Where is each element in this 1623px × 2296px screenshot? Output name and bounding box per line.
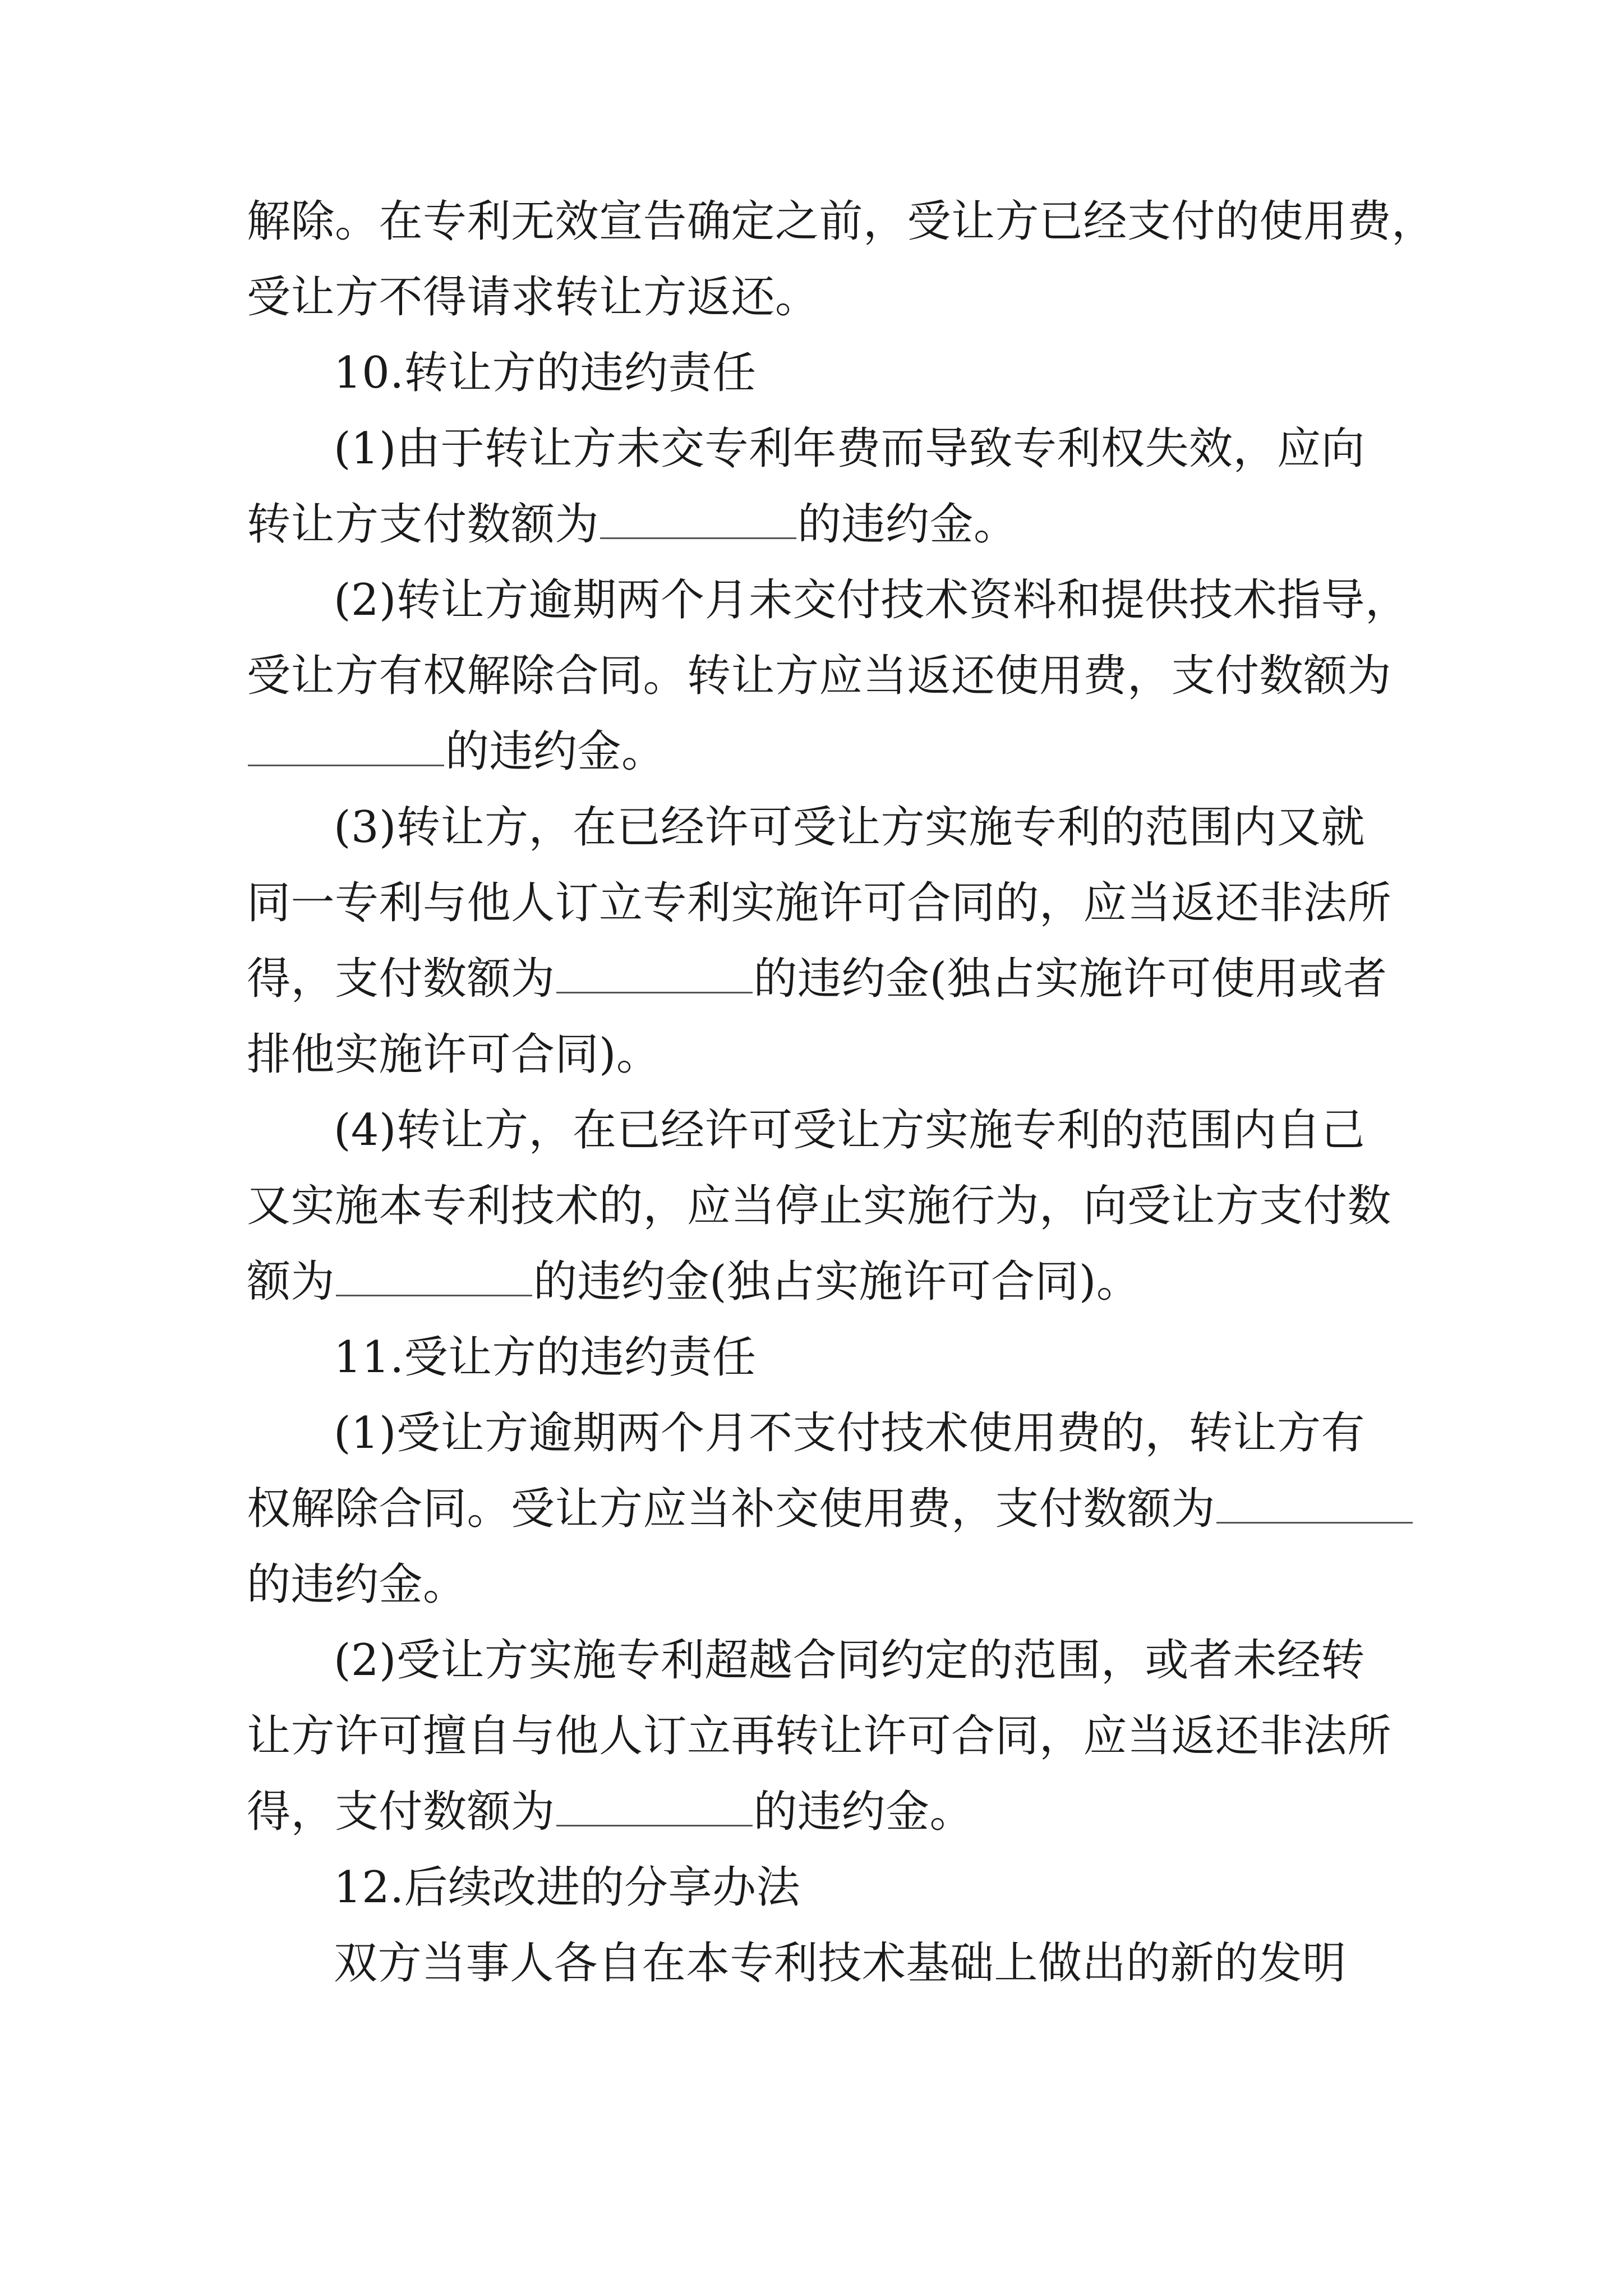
heading-text: 12.后续改进的分享办法 (334, 1862, 801, 1913)
paragraph-line (0, 1770, 1623, 1854)
section-heading (0, 331, 1623, 415)
line-text: 排他实施许可合同)。 (247, 1029, 661, 1080)
paragraph-line (0, 255, 1623, 339)
line-text: 同一专利与他人订立专利实施许可合同的，应当返还非法所 (247, 878, 1392, 928)
line-text-after-blank: 的违约金。 (753, 1787, 974, 1837)
paragraph-line (0, 1240, 1623, 1324)
line-text: (4)转让方，在已经许可受让方实施专利的范围内自己 (334, 1105, 1365, 1156)
line-text-before-blank: 转让方支付数额为 (247, 499, 600, 550)
line-text-after-blank: 的违约金(独占实施许可合同)。 (533, 1257, 1141, 1307)
paragraph-line (0, 937, 1623, 1021)
paragraph-line (0, 180, 1623, 264)
fill-in-blank[interactable] (600, 498, 796, 539)
line-text: 让方许可擅自与他人订立再转让许可合同，应当返还非法所 (247, 1711, 1392, 1761)
line-text: (2)转让方逾期两个月未交付技术资料和提供技术指导， (334, 575, 1409, 625)
paragraph-line (0, 634, 1623, 718)
fill-in-blank[interactable] (248, 725, 444, 766)
section-heading (0, 1315, 1623, 1400)
line-text: (1)由于转让方未交专利年费而导致专利权失效，应向 (334, 424, 1365, 474)
line-text: (2)受让方实施专利超越合同约定的范围，或者未经转 (334, 1635, 1365, 1686)
paragraph-line (0, 1164, 1623, 1248)
line-text-before-blank: 额为 (247, 1257, 335, 1307)
section-heading (0, 1846, 1623, 1930)
line-text: 受让方有权解除合同。转让方应当返还使用费，支付数额为 (247, 651, 1392, 701)
line-text-after-blank: 的违约金。 (797, 499, 1018, 550)
line-text-before-blank: 得，支付数额为 (247, 954, 555, 1004)
paragraph-line (0, 861, 1623, 945)
line-text-after-blank: 的违约金(独占实施许可使用或者 (753, 954, 1387, 1004)
line-text-after-blank: 的违约金。 (445, 726, 666, 777)
line-text: 又实施本专利技术的，应当停止实施行为，向受让方支付数 (247, 1181, 1392, 1231)
heading-text: 11.受让方的违约责任 (334, 1332, 757, 1383)
paragraph-line (0, 1088, 1623, 1172)
paragraph-line (0, 1391, 1623, 1475)
heading-text: 10.转让方的违约责任 (334, 348, 757, 398)
fill-in-blank[interactable] (556, 953, 753, 993)
line-text: 的违约金。 (247, 1559, 467, 1610)
paragraph-line (0, 1467, 1623, 1551)
fill-in-blank[interactable] (556, 1786, 753, 1826)
paragraph-line (0, 482, 1623, 567)
paragraph-line (0, 558, 1623, 642)
paragraph-line (0, 1694, 1623, 1778)
paragraph-line (0, 407, 1623, 491)
fill-in-blank[interactable] (1216, 1483, 1413, 1524)
line-text: (1)受让方逾期两个月不支付技术使用费的，转让方有 (334, 1408, 1365, 1458)
line-text: 解除。在专利无效宣告确定之前，受让方已经支付的使用费， (247, 196, 1436, 247)
paragraph-line (0, 1921, 1623, 2005)
line-text: 受让方不得请求转让方返还。 (247, 272, 819, 323)
line-text-before-blank: 得，支付数额为 (247, 1787, 555, 1837)
paragraph-line (0, 1543, 1623, 1627)
paragraph-line (0, 710, 1623, 794)
paragraph-line (0, 785, 1623, 869)
line-text-before-blank: 权解除合同。受让方应当补交使用费，支付数额为 (247, 1484, 1216, 1534)
fill-in-blank[interactable] (336, 1255, 532, 1296)
line-text: 双方当事人各自在本专利技术基础上做出的新的发明 (334, 1938, 1347, 1989)
line-text: (3)转让方，在已经许可受让方实施专利的范围内又就 (334, 802, 1365, 853)
paragraph-line (0, 1618, 1623, 1703)
paragraph-line (0, 1013, 1623, 1097)
